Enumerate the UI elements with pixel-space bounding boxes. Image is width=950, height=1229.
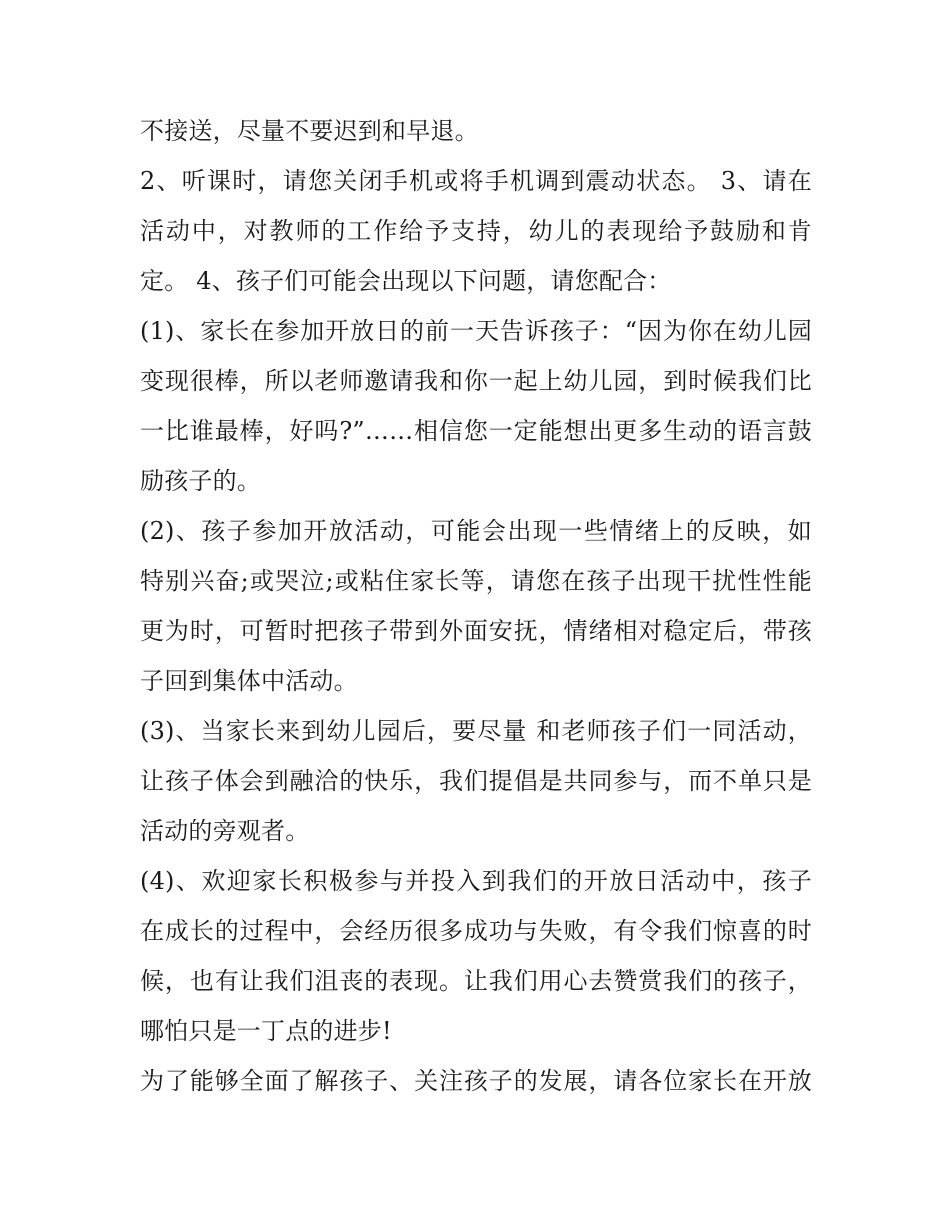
text-line: 活动的旁观者。 [140, 817, 310, 845]
text-line: 在成长的过程中，会经历很多成功与失败，有令我们惊喜的时 [140, 917, 812, 945]
document-body [140, 106, 812, 1106]
text-line: 活动中，对教师的工作给予支持，幼儿的表现给予鼓励和肯 [140, 217, 812, 245]
text-line: (3)、当家长来到幼儿园后，要尽量 和老师孩子们一同活动， [140, 717, 812, 745]
text-line: (2)、孩子参加开放活动，可能会出现一些情绪上的反映，如 [140, 517, 812, 545]
text-line: 一比谁最棒，好吗?”……相信您一定能想出更多生动的语言鼓 [140, 417, 812, 445]
text-line: 变现很棒，所以老师邀请我和你一起上幼儿园，到时候我们比 [140, 367, 812, 395]
text-line: 2、听课时，请您关闭手机或将手机调到震动状态。 3、请在 [140, 167, 812, 195]
text-line: 更为时，可暂时把孩子带到外面安抚，情绪相对稳定后，带孩 [140, 617, 812, 645]
text-line: 让孩子体会到融洽的快乐，我们提倡是共同参与，而不单只是 [140, 767, 812, 795]
text-line: 定。 4、孩子们可能会出现以下问题，请您配合： [140, 267, 672, 295]
text-line: (1)、家长在参加开放日的前一天告诉孩子：“因为你在幼儿园 [140, 317, 812, 345]
text-line: 子回到集体中活动。 [140, 667, 358, 695]
text-line: 不接送，尽量不要迟到和早退。 [140, 117, 479, 145]
text-line: (4)、欢迎家长积极参与并投入到我们的开放日活动中，孩子 [140, 867, 812, 895]
text-line: 候，也有让我们沮丧的表现。让我们用心去赞赏我们的孩子， [140, 967, 812, 995]
text-line: 为了能够全面了解孩子、关注孩子的发展，请各位家长在开放 [140, 1067, 812, 1095]
text-line: 哪怕只是一丁点的进步! [140, 1017, 392, 1045]
text-line: 励孩子的。 [140, 467, 261, 495]
text-line: 特别兴奋;或哭泣;或粘住家长等，请您在孩子出现干扰性性能 [140, 567, 812, 595]
